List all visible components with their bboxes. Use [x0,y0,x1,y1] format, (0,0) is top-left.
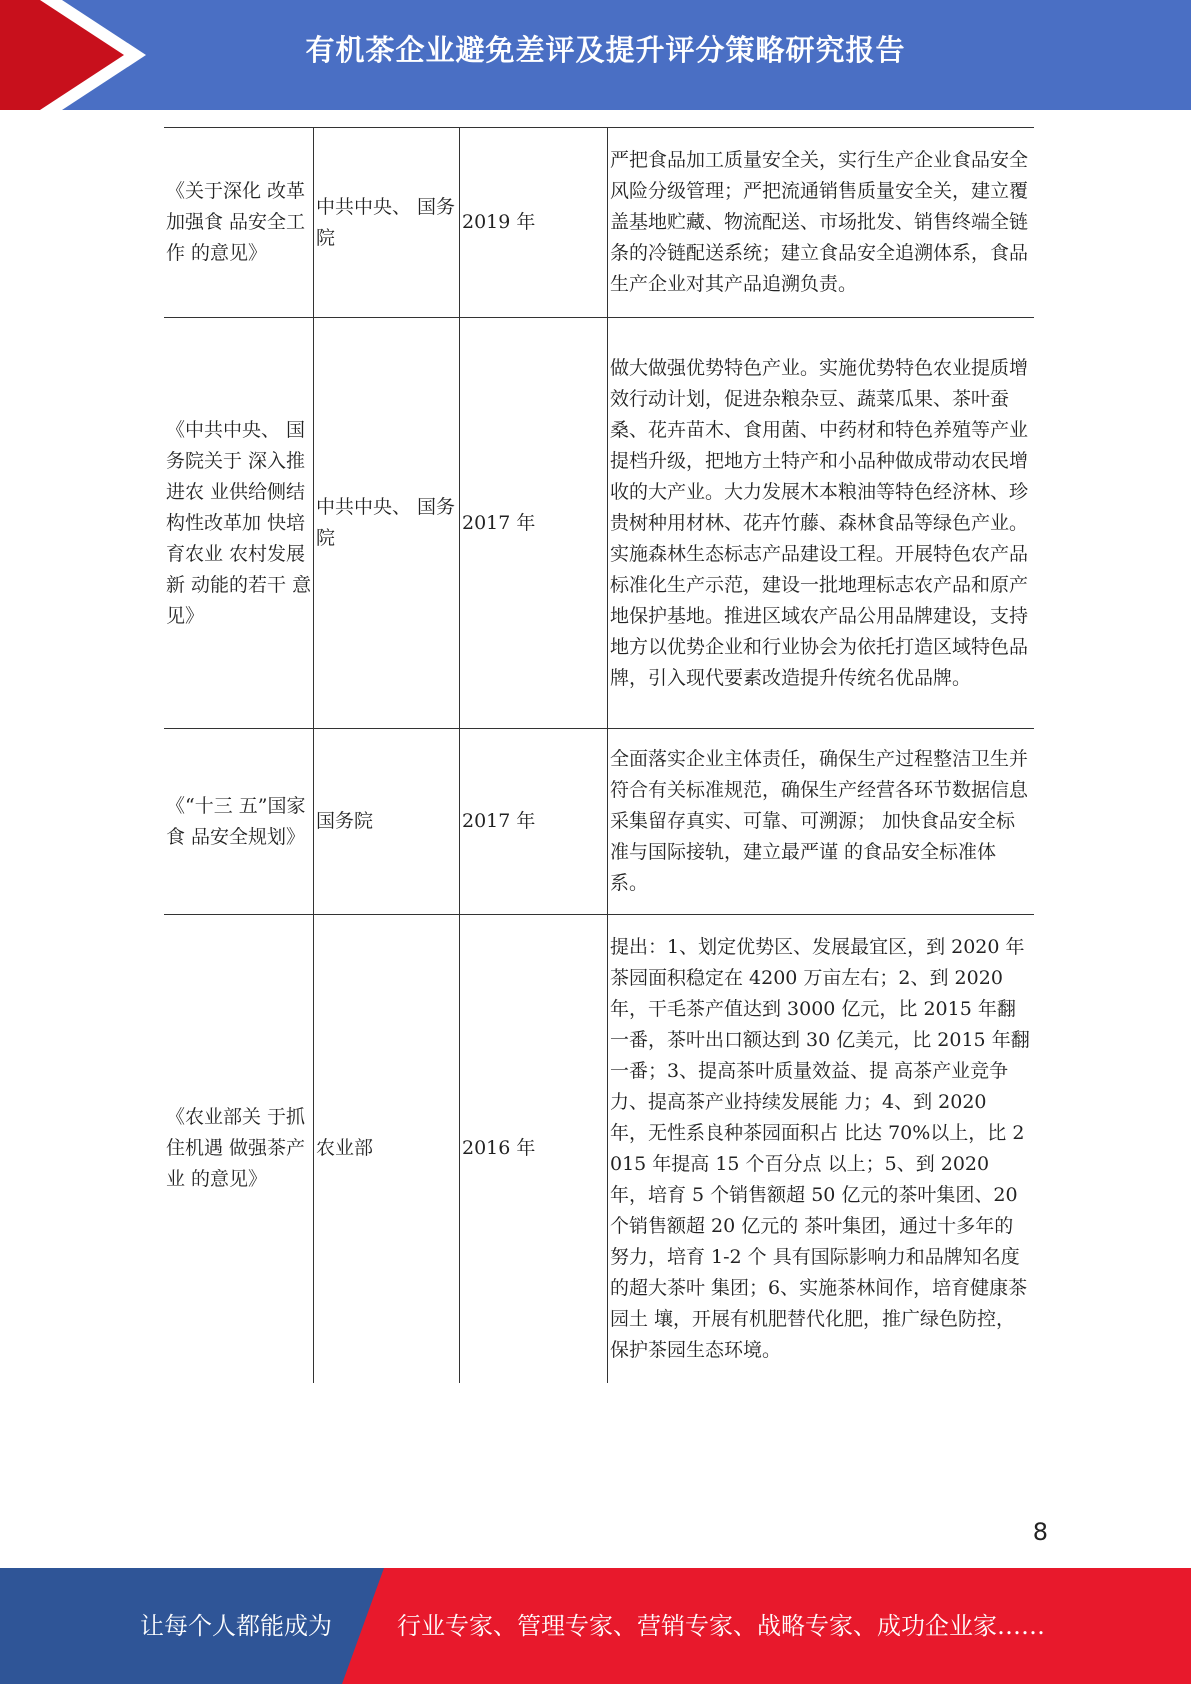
table-row [164,128,1034,318]
footer-slogan-right: 行业专家、管理专家、营销专家、战略专家、成功企业家…… [397,1612,1045,1640]
table-row [164,915,1034,1383]
policy-name-cell: 《关于深化 改革加强食 品安全工作 的意见》 [164,128,314,318]
page-header [0,0,1191,110]
report-title: 有机茶企业避免差评及提升评分策略研究报告 [305,33,906,67]
table-row [164,318,1034,729]
issuer-cell: 中共中央、 国务院 [314,318,460,729]
year-cell: 2017 年 [460,318,608,729]
policy-table [164,127,1034,1383]
content-cell: 做大做强优势特色产业。实施优势特色农业提质增效行动计划，促进杂粮杂豆、蔬菜瓜果、茶叶蚕桑、花卉苗木、食用菌、中药材和特色养殖等产业提档升级，把地方土特产和小品种做成带动农民增收的大产业。大力发展木本粮油等特色经济林、珍贵树种用材林、花卉竹藤、森林食品等绿色产业。实施森林生态标志产品建设工程。开展特色农产品标准化生产示范，建设一批地理标志农产品和原产地保护基地。推进区域农产品公用品牌建设，支持地方以优势企业和行业协会为依托打造区域特色品牌，引入现代要素改造提升传统名优品牌。 [608,318,1035,729]
content-cell: 全面落实企业主体责任，确保生产过程整洁卫生并符合有关标准规范，确保生产经营各环节数据信息采集留存真实、可靠、可溯源； 加快食品安全标准与国际接轨，建立最严谨 的食品安全标准体系。 [608,729,1035,915]
policy-name-cell: 《农业部关 于抓住机遇 做强茶产业 的意见》 [164,915,314,1383]
policy-name-cell: 《中共中央、 国务院关于 深入推进农 业供给侧结 构性改革加 快培育农业 农村发展新 动能的若干 意见》 [164,318,314,729]
footer-slogan-left: 让每个人都能成为 [140,1612,332,1640]
policy-name-cell: 《“十三 五”国家食 品安全规划》 [164,729,314,915]
page-number: 8 [1032,1518,1048,1546]
year-cell: 2019 年 [460,128,608,318]
year-cell: 2016 年 [460,915,608,1383]
issuer-cell: 中共中央、 国务院 [314,128,460,318]
content-cell: 严把食品加工质量安全关，实行生产企业食品安全风险分级管理；严把流通销售质量安全关，建立覆盖基地贮藏、物流配送、市场批发、销售终端全链条的冷链配送系统；建立食品安全追溯体系，食品生产企业对其产品追溯负责。 [608,128,1035,318]
issuer-cell: 国务院 [314,729,460,915]
issuer-cell: 农业部 [314,915,460,1383]
content-cell: 提出：1、划定优势区、发展最宜区，到 2020 年茶园面积稳定在 4200 万亩左右；2、到 2020 年，干毛茶产值达到 3000 亿元，比 2015 年翻一番，茶叶出口额达到 30 亿美元，比 2015 年翻一番；3、提高茶叶质量效益、提 高茶产业竞争力、提高茶产业持续发展能 力；4、到 2020 年，无性系良种茶园面积占 比达 70%以上，比 2015 年提高 15 个百分点 以上；5、到 2020 年，培育 5 个销售额超 50 亿元的茶叶集团、20 个销售额超 20 亿元的 茶叶集团，通过十多年的努力，培育 1-2 个 具有国际影响力和品牌知名度的超大茶叶 集团；6、实施茶林间作，培育健康茶园土 壤，开展有机肥替代化肥，推广绿色防控， 保护茶园生态环境。 [610,935,1030,1361]
year-cell: 2017 年 [460,729,608,915]
page-footer [0,1568,1191,1684]
table-row [164,729,1034,915]
